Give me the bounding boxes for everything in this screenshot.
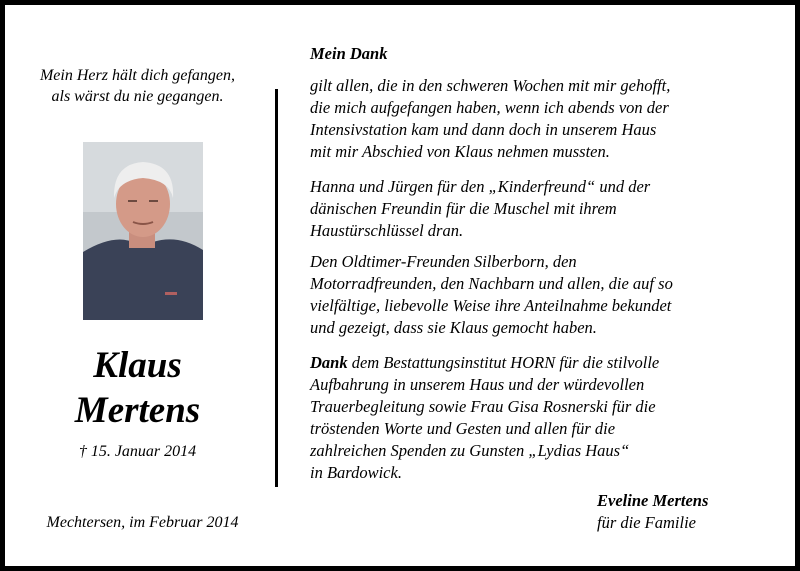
paragraph-line: Aufbahrung in unserem Haus und der würdevollen bbox=[310, 375, 645, 394]
paragraph-line: mit mir Abschied von Klaus nehmen mussten. bbox=[310, 142, 610, 161]
paragraph-line-rest: dem Bestattungsinstitut HORN für die stilvolle bbox=[347, 353, 660, 372]
motto-line-2: als wärst du nie gegangen. bbox=[51, 88, 224, 105]
paragraph-line: Haustürschlüssel dran. bbox=[310, 221, 464, 240]
divider-rule bbox=[275, 89, 278, 487]
paragraph-line: die mich aufgefangen haben, wenn ich abends von der bbox=[310, 98, 669, 117]
paragraph-line bbox=[310, 352, 659, 374]
thanks-heading: Mein Dank bbox=[310, 44, 388, 63]
paragraph-line: gilt allen, die in den schweren Wochen mit mir gehofft, bbox=[310, 76, 671, 95]
thanks-paragraph-4 bbox=[310, 352, 659, 484]
paragraph-line: Den Oldtimer-Freunden Silberborn, den bbox=[310, 252, 577, 271]
paragraph-line: und gezeigt, dass sie Klaus gemocht haben. bbox=[310, 318, 597, 337]
paragraph-line: Hanna und Jürgen für den „Kinderfreund“ und der bbox=[310, 177, 651, 196]
signature-role: für die Familie bbox=[597, 513, 696, 532]
motto-line-1: Mein Herz hält dich gefangen, bbox=[39, 67, 236, 84]
thanks-paragraph-3 bbox=[310, 251, 673, 339]
paragraph-line: dänischen Freundin für die Muschel mit ihrem bbox=[310, 199, 617, 218]
first-name: Klaus bbox=[93, 345, 182, 386]
paragraph-line: Motorradfreunden, den Nachbarn und allen, die auf so bbox=[310, 274, 673, 293]
place-and-date: Mechtersen, im Februar 2014 bbox=[46, 514, 239, 531]
paragraph-line: Trauerbegleitung sowie Frau Gisa Rosnerski für die bbox=[310, 397, 656, 416]
portrait-image bbox=[83, 142, 203, 320]
paragraph-line: Intensivstation kam und dann doch in unserem Haus bbox=[310, 120, 657, 139]
paragraph-line: in Bardowick. bbox=[310, 463, 402, 482]
thanks-paragraph-2 bbox=[310, 176, 650, 242]
death-date: † 15. Januar 2014 bbox=[78, 443, 197, 460]
last-name: Mertens bbox=[74, 390, 201, 431]
thanks-paragraph-1 bbox=[310, 75, 670, 163]
portrait-photo bbox=[83, 142, 203, 320]
deceased-name bbox=[10, 343, 265, 433]
paragraph-line: zahlreichen Spenden zu Gunsten „Lydias Haus“ bbox=[310, 441, 630, 460]
dank-lead-word: Dank bbox=[310, 353, 348, 372]
signature bbox=[597, 490, 708, 534]
signature-name: Eveline Mertens bbox=[597, 491, 709, 510]
paragraph-line: vielfältige, liebevolle Weise ihre Anteilnahme bekundet bbox=[310, 296, 672, 315]
paragraph-line: tröstenden Worte und Gesten und allen für die bbox=[310, 419, 616, 438]
motto bbox=[10, 65, 265, 107]
